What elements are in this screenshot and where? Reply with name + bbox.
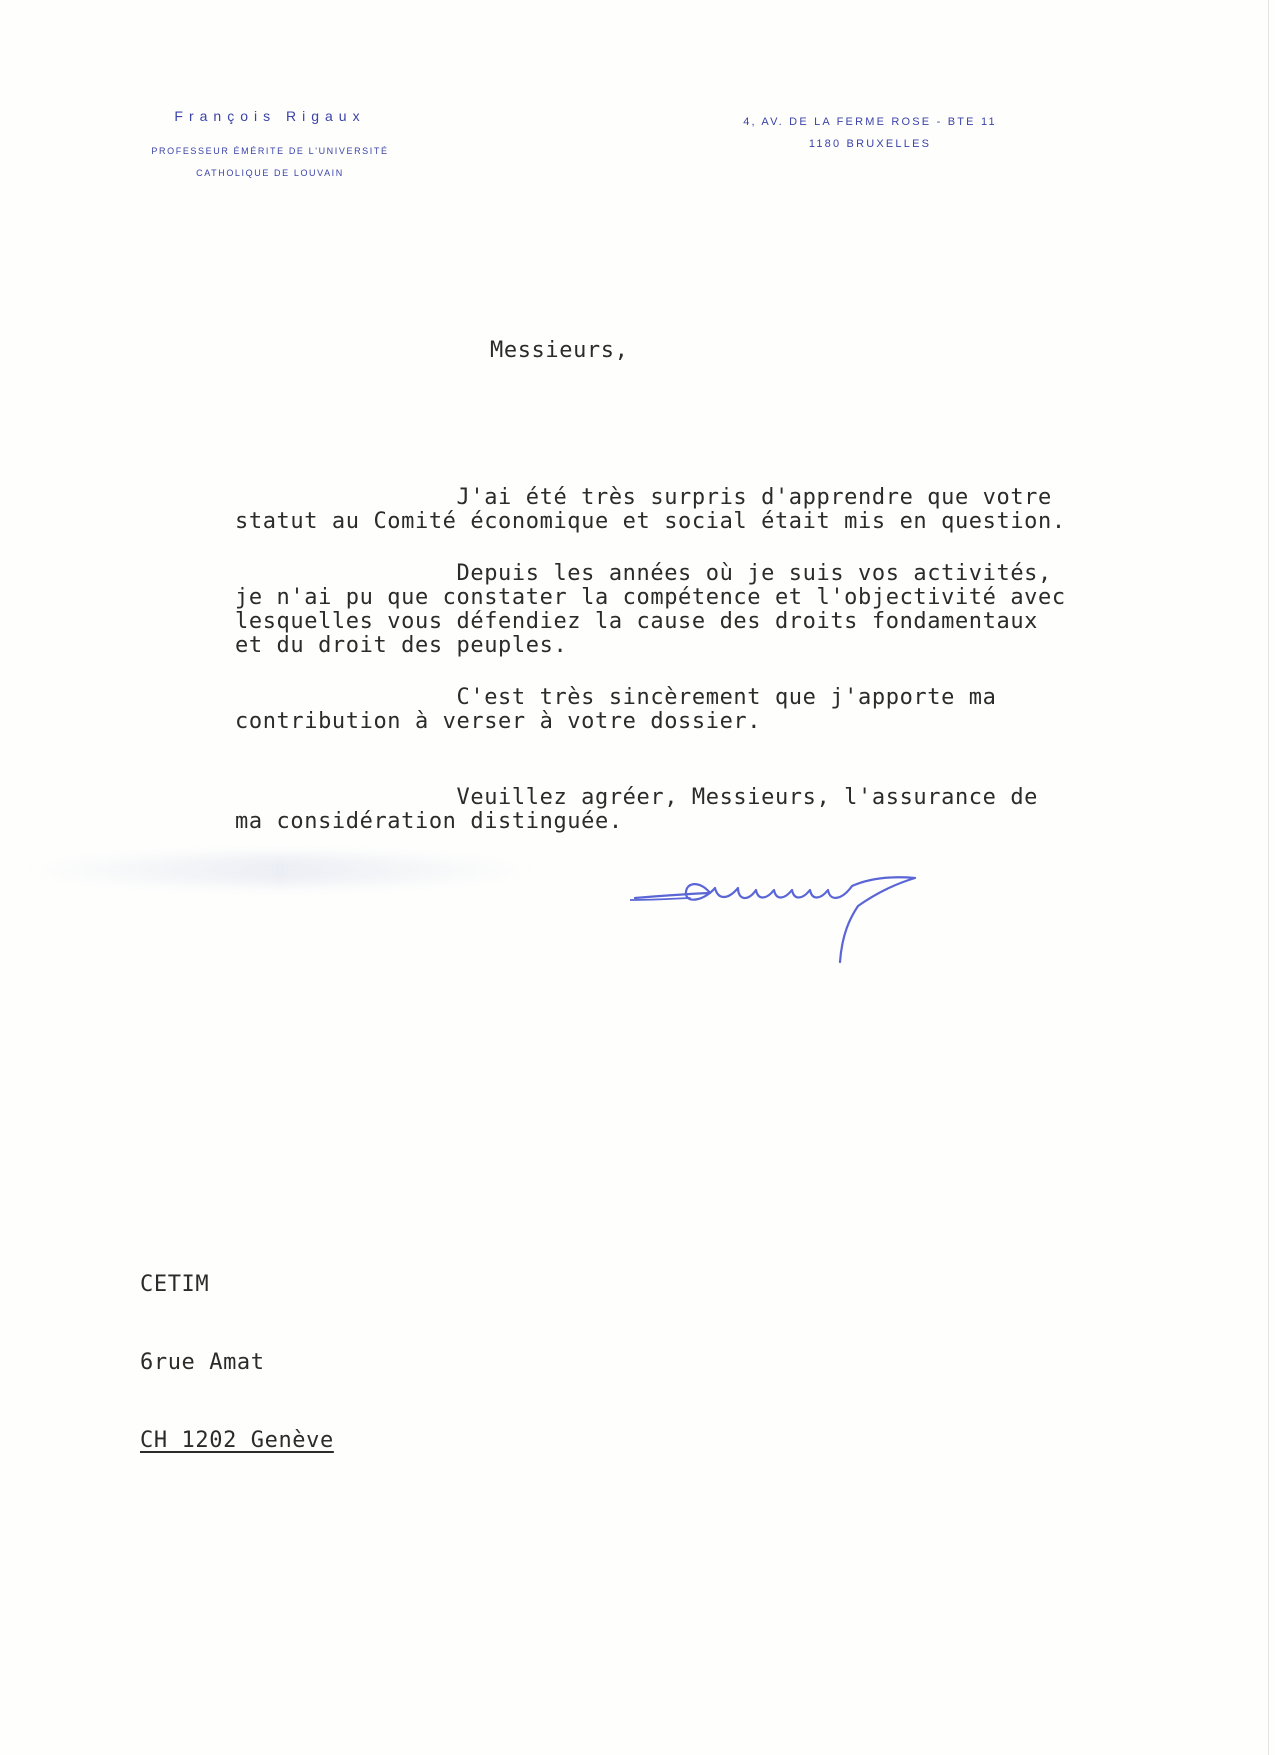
sender-title-line2: CATHOLIQUE DE LOUVAIN xyxy=(196,168,344,178)
salutation: Messieurs, xyxy=(490,338,629,363)
letterhead-sender xyxy=(110,108,430,184)
sender-title-line1: PROFESSEUR ÉMÉRITE DE L'UNIVERSITÉ xyxy=(151,146,389,156)
letterhead-address xyxy=(700,111,1040,155)
scan-smudge xyxy=(20,855,540,885)
paragraph-4: Veuillez agréer, Messieurs, l'assurance de ma considération distinguée. xyxy=(235,785,1039,834)
recipient-line1: CETIM xyxy=(140,1272,210,1297)
paragraph-1: J'ai été très surpris d'apprendre que votre statut au Comité économique et social était mis en question. xyxy=(235,485,1066,534)
handwritten-signature xyxy=(630,870,950,970)
paragraph-2: Depuis les années où je suis vos activités, je n'ai pu que constater la compétence et l'objectivité avec lesquelles vous défendiez la cause des droits fondamentaux et du droit des peuples. xyxy=(235,561,1066,658)
sender-name: François Rigaux xyxy=(174,108,366,124)
paper-edge xyxy=(1268,0,1269,1755)
sender-address-line1: 4, AV. DE LA FERME ROSE - BTE 11 xyxy=(743,116,997,128)
sender-address-line2: 1180 BRUXELLES xyxy=(808,138,932,150)
recipient-line3: CH 1202 Genève xyxy=(140,1428,334,1453)
paragraph-3: C'est très sincèrement que j'apporte ma contribution à verser à votre dossier. xyxy=(235,685,997,734)
recipient-line2: 6rue Amat xyxy=(140,1350,265,1375)
recipient-address xyxy=(140,1220,334,1506)
